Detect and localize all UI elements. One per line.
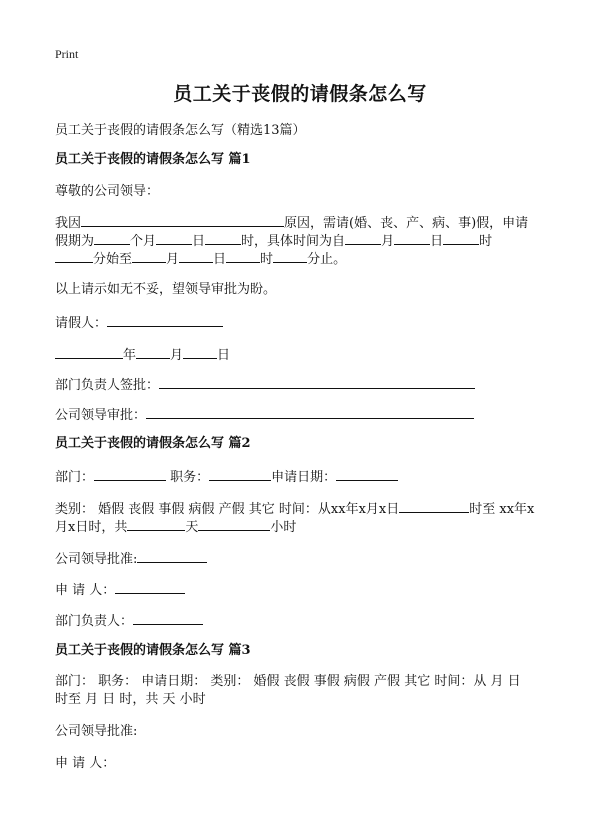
applicant-row — [55, 313, 223, 333]
blank — [198, 517, 270, 531]
text: 月 — [381, 234, 395, 249]
dept-head-row — [55, 611, 203, 631]
blank — [94, 231, 130, 245]
blank-dept — [94, 467, 166, 481]
section3-line-2: 时至 月 日 时，共 天 小时 — [55, 692, 206, 707]
type-line-2 — [55, 517, 296, 537]
dept-sign-row — [55, 375, 475, 395]
subtitle: 员工关于丧假的请假条怎么写（精选13篇） — [55, 123, 306, 138]
text: 时 — [479, 234, 493, 249]
section3-line-1: 部门： 职务： 申请日期： 类别： 婚假 丧假 事假 病假 产假 其它 时间：从 月 日 — [55, 674, 521, 689]
body-line-1 — [55, 213, 528, 233]
text: 天 — [185, 520, 199, 535]
text: 年 — [123, 348, 137, 363]
text: 分始至 — [93, 252, 133, 267]
text: 时，具体时间为自 — [241, 234, 346, 249]
blank — [345, 231, 381, 245]
blank — [55, 345, 123, 359]
text: 假期为 — [55, 234, 95, 249]
leader-approve-3: 公司领导批准: — [55, 724, 138, 739]
blank — [183, 345, 217, 359]
blank — [179, 249, 213, 263]
text: 个月 — [130, 234, 157, 249]
text: 请假人： — [55, 316, 108, 331]
applicant-3: 申 请 人： — [55, 756, 116, 771]
blank — [273, 249, 307, 263]
blank-position — [209, 467, 271, 481]
text: 月x日时，共 — [55, 520, 128, 535]
blank-dept-sign — [159, 375, 475, 389]
text: 公司领导审批： — [55, 408, 147, 423]
blank-date — [336, 467, 398, 481]
blank — [394, 231, 430, 245]
text: 公司领导批准: — [55, 552, 138, 567]
blank — [137, 549, 207, 563]
text: 分止。 — [307, 252, 347, 267]
blank — [132, 249, 166, 263]
applicant-row-2 — [55, 580, 185, 600]
body-line-3 — [55, 249, 346, 269]
blank — [115, 580, 185, 594]
blank — [133, 611, 203, 625]
blank — [156, 231, 192, 245]
leader-approve-row — [55, 549, 207, 569]
blank — [443, 231, 479, 245]
text: 小时 — [270, 520, 297, 535]
blank — [127, 517, 185, 531]
text: 时至 xx年x — [469, 502, 535, 517]
text: 日 — [213, 252, 227, 267]
text: 月 — [166, 252, 180, 267]
date-row — [55, 345, 230, 365]
text: 原因，需请(婚、丧、产、病、事)假，申请 — [284, 216, 529, 231]
greeting: 尊敬的公司领导： — [55, 184, 160, 199]
body-line-2 — [55, 231, 492, 251]
text: 申请日期： — [271, 470, 337, 485]
page-title: 员工关于丧假的请假条怎么写 — [173, 83, 427, 105]
text: 类别： 婚假 丧假 事假 病假 产假 其它 时间：从xx年x月x日 — [55, 502, 400, 517]
text: 部门： — [55, 470, 95, 485]
text: 时 — [260, 252, 274, 267]
blank — [205, 231, 241, 245]
text: 日 — [430, 234, 444, 249]
text: 月 — [170, 348, 184, 363]
blank — [55, 249, 93, 263]
closing: 以上请示如无不妥，望领导审批为盼。 — [55, 282, 277, 297]
text: 我因 — [55, 216, 82, 231]
fields-row — [55, 467, 398, 487]
text: 部门负责人签批： — [55, 378, 160, 393]
blank-reason — [81, 213, 284, 227]
blank — [399, 499, 469, 513]
blank — [226, 249, 260, 263]
blank-leader-sign — [146, 405, 474, 419]
text: 日 — [192, 234, 206, 249]
section-heading-3: 员工关于丧假的请假条怎么写 篇3 — [55, 643, 251, 658]
text: 申 请 人： — [55, 583, 116, 598]
leader-sign-row — [55, 405, 474, 425]
text: 部门负责人： — [55, 614, 134, 629]
section-heading-1: 员工关于丧假的请假条怎么写 篇1 — [55, 152, 251, 167]
print-label: Print — [55, 47, 79, 61]
type-line-1 — [55, 499, 534, 519]
blank — [136, 345, 170, 359]
text: 职务： — [170, 470, 210, 485]
blank-applicant — [107, 313, 223, 327]
section-heading-2: 员工关于丧假的请假条怎么写 篇2 — [55, 436, 251, 451]
text: 日 — [217, 348, 231, 363]
